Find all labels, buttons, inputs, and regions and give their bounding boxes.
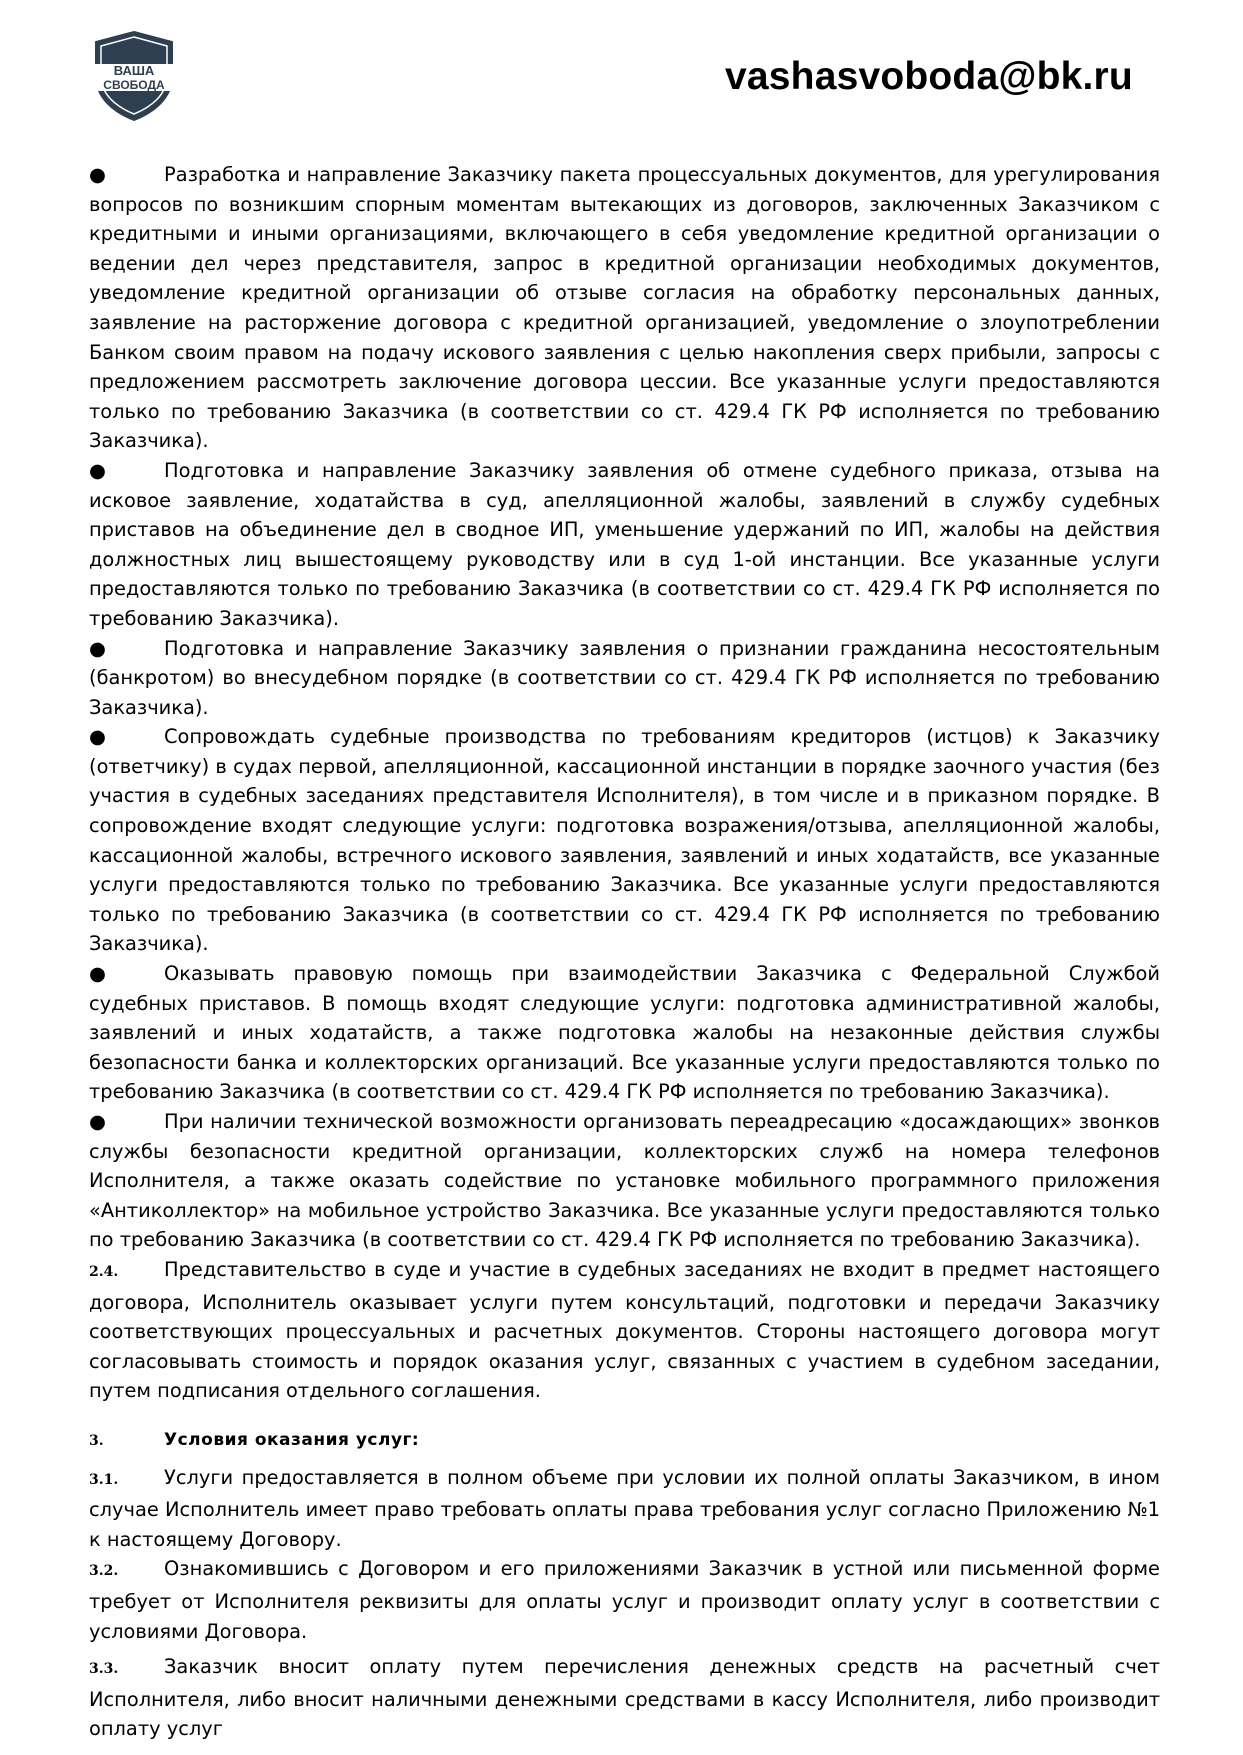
shield-icon xyxy=(92,30,176,122)
clause-text: Заказчик вносит оплату путем перечисления денежных средств на расчетный счет Исполнителя, либо вносит наличными денежными средствами в кассу Исполнителя, либо производит оплату услуг xyxy=(89,1655,1160,1741)
clause-text: Услуги предоставляется в полном объеме при условии их полной оплаты Заказчиком, в ином случае Исполнитель имеет право требовать оплаты права требования услуг согласно Приложению №1 к настоящему Договору. xyxy=(89,1465,1160,1551)
header-email[interactable]: vashasvoboda@bk.ru xyxy=(725,55,1133,98)
clause-number: 3.2. xyxy=(89,1563,119,1580)
list-item-text: При наличии технической возможности организовать переадресацию «досаждающих» звонков службы безопасности кредитной организации, коллекторских служб на номера телефонов Исполнителя, а также оказать содействие по установке мобильного программного приложения «Антиколлектор» на мобильное устройство Заказчика. Все указанные услуги предоставляются только по требованию Заказчика (в соответствии со ст. 429.4 ГК РФ исполняется по требованию Заказчика). xyxy=(89,1110,1160,1252)
spacer xyxy=(89,1406,1160,1424)
section-3-heading xyxy=(89,1424,1160,1457)
list-item-text: Разработка и направление Заказчику пакета процессуальных документов, для урегулирования вопросов по возникшим спорным моментам вытекающих из договоров, заключенных Заказчиком с кредитными и иными организациями, включающего в себя уведомление кредитной организации о ведении дел через представителя, запрос в кредитной организации необходимых документов, уведомление кредитной организации об отзыве согласия на обработку персональных данных, заявление на расторжение договора с кредитной организацией, уведомление о злоупотреблении Банком своим правом на подачу искового заявления с целью накопления сверх прибыли, запросы с предложением рассмотреть заключение договора цессии. Все указанные услуги предоставляются только по требованию Заказчика (в соответствии со ст. 429.4 ГК РФ исполняется по требованию Заказчика). xyxy=(89,163,1160,453)
list-item xyxy=(89,1107,1160,1255)
list-item xyxy=(89,722,1160,959)
clause-3-3 xyxy=(89,1652,1160,1744)
bullet-marker: ● xyxy=(89,725,106,749)
bullet-marker: ● xyxy=(89,163,106,186)
bullet-marker: ● xyxy=(89,636,106,660)
clause-number: 2.4. xyxy=(89,1263,119,1280)
clause-3-1 xyxy=(89,1463,1160,1555)
document-body xyxy=(89,160,1160,1744)
clause-3-2 xyxy=(89,1554,1160,1646)
list-item xyxy=(89,634,1160,723)
clause-2-4 xyxy=(89,1255,1160,1406)
list-item xyxy=(89,456,1160,634)
clause-number: 3.1. xyxy=(89,1471,119,1488)
logo-shield xyxy=(92,30,176,122)
list-item xyxy=(89,959,1160,1107)
list-item-text: Подготовка и направление Заказчику заявления об отмене судебного приказа, отзыва на исковое заявление, ходатайства в суд, апелляционной жалобы, заявлений в службу судебных приставов на объединение дел в сводное ИП, уменьшение удержаний по ИП, жалобы на действия должностных лиц вышестоящему руководству или в суд 1-ой инстанции. Все указанные услуги предоставляются только по требованию Заказчика (в соответствии со ст. 429.4 ГК РФ исполняется по требованию Заказчика). xyxy=(89,458,1160,630)
clause-number: 3.3. xyxy=(89,1661,119,1678)
bullet-marker: ● xyxy=(89,1110,106,1133)
section-number: 3. xyxy=(89,1432,104,1449)
list-item-text: Оказывать правовую помощь при взаимодействии Заказчика с Федеральной Службой судебных приставов. В помощь входят следующие услуги: подготовка административной жалобы, заявлений и иных ходатайств, а также подготовка жалобы на незаконные действия службы безопасности банка и коллекторских организаций. Все указанные услуги предоставляются только по требованию Заказчика (в соответствии со ст. 429.4 ГК РФ исполняется по требованию Заказчика). xyxy=(89,962,1160,1104)
logo-text-2: СВОБОДА xyxy=(103,78,165,92)
list-item-text: Подготовка и направление Заказчику заявления о признании гражданина несостоятельным (банкротом) во внесудебном порядке (в соответствии со ст. 429.4 ГК РФ исполняется по требованию Заказчика). xyxy=(89,636,1160,719)
clause-text: Ознакомившись с Договором и его приложениями Заказчик в устной или письменной форме требует от Исполнителя реквизиты для оплаты услуг и производит оплату услуг в соответствии с условиями Договора. xyxy=(89,1557,1160,1643)
logo-text-1: ВАША xyxy=(113,63,155,78)
list-item xyxy=(89,160,1160,456)
list-item-text: Сопровождать судебные производства по требованиям кредиторов (истцов) к Заказчику (ответчику) в судах первой, апелляционной, кассационной инстанции в порядке заочного участия (без участия в судебных заседаниях представителя Исполнителя), в том числе и в приказном порядке. В сопровождение входят следующие услуги: подготовка возражения/отзыва, апелляционной жалобы, кассационной жалобы, встречного искового заявления, заявлений и иных ходатайств, все указанные услуги предоставляются только по требованию Заказчика. Все указанные услуги предоставляются только по требованию Заказчика (в соответствии со ст. 429.4 ГК РФ исполняется по требованию Заказчика). xyxy=(89,725,1160,956)
section-title: Условия оказания услуг: xyxy=(164,1429,420,1450)
bullet-marker: ● xyxy=(89,458,106,482)
bullet-marker: ● xyxy=(89,962,106,986)
clause-text: Представительство в суде и участие в судебных заседаниях не входит в предмет настоящего договора, Исполнитель оказывает услуги путем консультаций, подготовки и передачи Заказчику соответствующих процессуальных и расчетных документов. Стороны настоящего договора могут согласовывать стоимость и порядок оказания услуг, связанных с участием в судебном заседании, путем подписания отдельного соглашения. xyxy=(89,1257,1160,1403)
